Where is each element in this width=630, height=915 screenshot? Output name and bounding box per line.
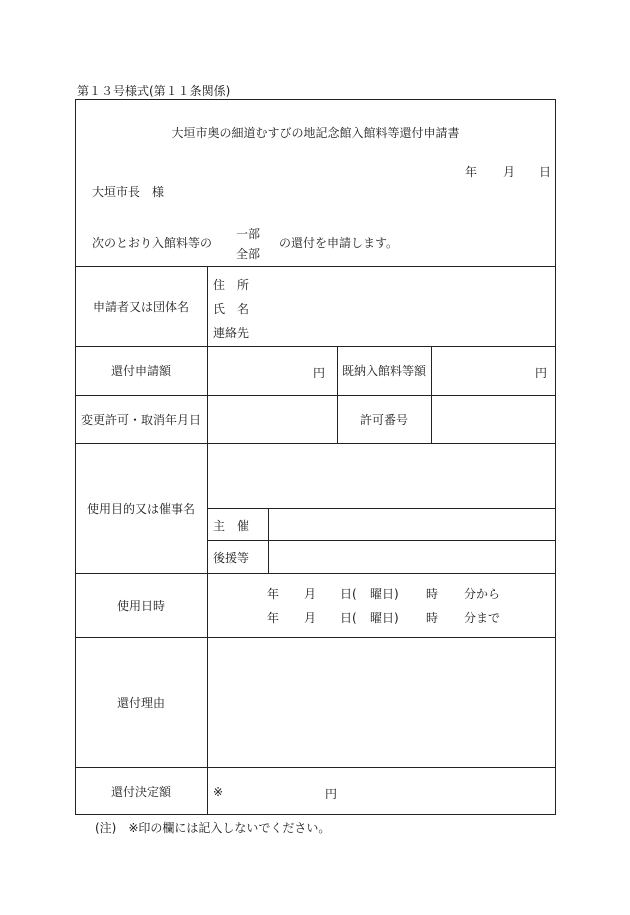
column-divider [431, 346, 432, 443]
refund-reason-label: 還付理由 [116, 695, 165, 710]
date-year[interactable]: 年 [465, 165, 478, 179]
from-minute[interactable]: 分から [464, 587, 501, 601]
column-divider [268, 508, 269, 573]
to-weekday[interactable]: 曜日) [370, 611, 399, 625]
sponsor-label: 後援等 [213, 551, 250, 565]
addressee: 大垣市長 様 [92, 185, 165, 199]
column-divider [207, 266, 208, 815]
refund-amount-label: 還付申請額 [110, 364, 171, 378]
usage-datetime-label: 使用日時 [116, 598, 165, 613]
permit-number-label-cell [337, 395, 431, 443]
divider [207, 540, 556, 541]
to-year[interactable]: 年 [267, 611, 280, 625]
purpose-label: 使用目的又は催事名 [86, 501, 195, 516]
to-hour[interactable]: 時 [426, 611, 439, 625]
option-partial[interactable]: 一部 [236, 227, 261, 241]
paid-fee-label: 既納入館料等額 [341, 364, 426, 378]
applicant-label: 申請者又は団体名 [92, 299, 189, 314]
decided-amount-label: 還付決定額 [110, 784, 171, 799]
purpose-label-cell [75, 443, 207, 573]
name-field[interactable]: 氏 名 [213, 302, 250, 316]
request-suffix: の還付を申請します。 [279, 236, 399, 250]
address-field[interactable]: 住 所 [213, 278, 250, 292]
refund-amount-label-cell [75, 346, 207, 395]
contact-field[interactable]: 連絡先 [213, 326, 250, 340]
from-hour[interactable]: 時 [426, 587, 439, 601]
organizer-label: 主 催 [213, 519, 250, 533]
from-year[interactable]: 年 [267, 587, 280, 601]
form-note: (注) ※印の欄には記入しないでください。 [95, 821, 331, 835]
refund-amount-unit: 円 [313, 366, 326, 380]
from-day[interactable]: 日( [340, 587, 357, 601]
decided-amount-label-cell [75, 767, 207, 815]
option-full[interactable]: 全部 [236, 247, 261, 261]
to-minute[interactable]: 分まで [464, 611, 501, 625]
request-prefix: 次のとおり入館料等の [92, 236, 213, 250]
usage-datetime-label-cell [75, 573, 207, 637]
date-month[interactable]: 月 [503, 165, 516, 179]
date-day[interactable]: 日 [539, 165, 552, 179]
form-number: 第１３号様式(第１１条関係) [77, 84, 231, 98]
paid-fee-unit: 円 [535, 366, 548, 380]
decided-amount-mark: ※ [213, 785, 224, 799]
applicant-label-cell [75, 266, 207, 346]
form-title: 大垣市奥の細道むすびの地記念館入館料等還付申請書 [171, 126, 460, 140]
decided-amount-unit: 円 [325, 787, 338, 801]
change-date-label-cell [75, 395, 207, 443]
paid-fee-label-cell [337, 346, 431, 395]
from-month[interactable]: 月 [304, 587, 317, 601]
permit-number-label: 許可番号 [359, 412, 408, 427]
divider [207, 508, 556, 509]
to-day[interactable]: 日( [340, 611, 357, 625]
to-month[interactable]: 月 [304, 611, 317, 625]
change-date-label: 変更許可・取消年月日 [80, 412, 201, 427]
refund-reason-label-cell [75, 637, 207, 767]
from-weekday[interactable]: 曜日) [370, 587, 399, 601]
